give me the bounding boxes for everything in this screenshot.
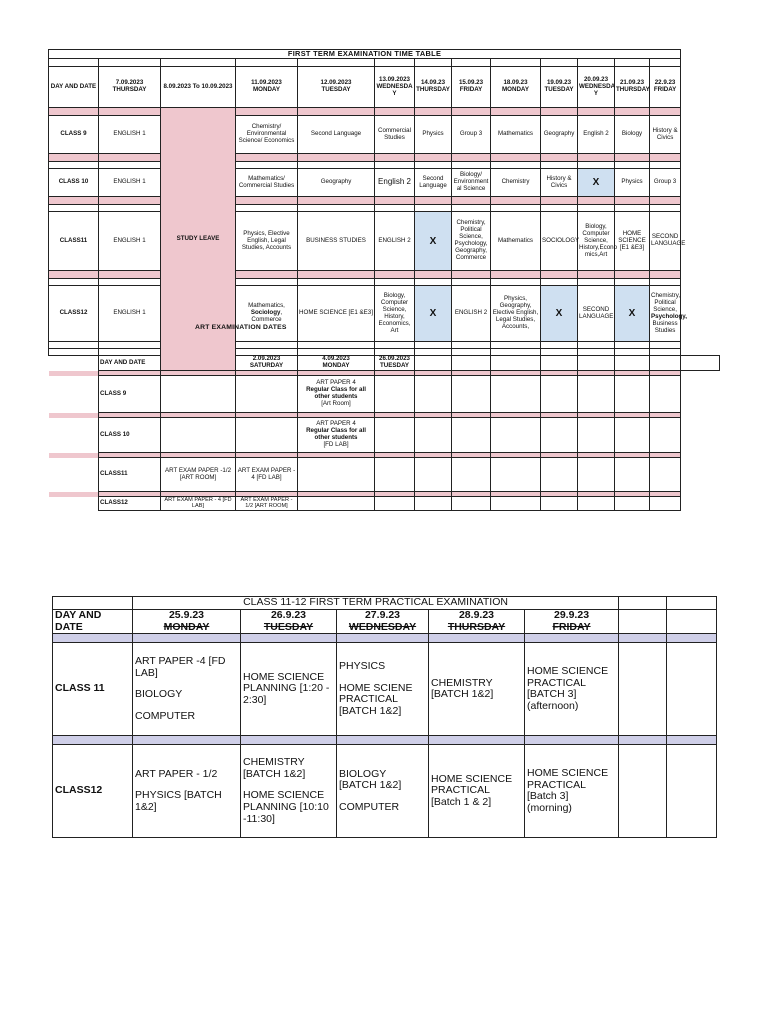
exam-cell: ENGLISH 1 — [99, 286, 161, 342]
exam-cell: ENGLISH 1 — [99, 169, 161, 197]
art-date-header: 2.09.2023 SATURDAY — [236, 356, 298, 371]
practical-class-12-row — [53, 745, 717, 838]
art-date-header: 4.09.2023 MONDAY — [298, 356, 375, 371]
exam-cell: Physics — [615, 169, 650, 197]
exam-cell: Mathematics/ Commercial Studies — [236, 169, 298, 197]
exam-cell: Physics — [415, 116, 452, 154]
practical-day-and-date-header: DAY AND DATE — [53, 609, 133, 634]
class-9-row — [49, 116, 720, 154]
date-header: 14.09.23 THURSDAY — [415, 67, 452, 108]
exam-cell: Biology, Computer Science, History,Econo mics,Art — [578, 212, 615, 271]
exam-cell: ENGLISH 1 — [99, 116, 161, 154]
exam-cell: Biology — [615, 116, 650, 154]
practical-cell: PHYSICS HOME SCIENE PRACTICAL [BATCH 1&2] — [337, 643, 429, 736]
art-exam-cell: ART PAPER 4 Regular Class for all other students [Art Room] — [298, 376, 375, 413]
exam-cell: HOME SCIENCE [E1 &E3] — [298, 286, 375, 342]
art-date-header: 26.09.2023 TUESDAY — [375, 356, 415, 371]
class-label: CLASS 11 — [53, 643, 133, 736]
exam-timetable — [48, 49, 720, 511]
art-class-11-row — [49, 458, 720, 492]
date-header: 15.09.23 FRIDAY — [452, 67, 491, 108]
no-exam-mark: X — [415, 212, 452, 271]
date-header: 18.09.23 MONDAY — [491, 67, 541, 108]
practical-title: CLASS 11-12 FIRST TERM PRACTICAL EXAMINATION — [133, 597, 619, 610]
practical-header-row — [53, 609, 717, 634]
exam-cell: Physics, Elective English, Legal Studies, Accounts — [236, 212, 298, 271]
practical-exam-table — [52, 596, 717, 838]
class-label: CLASS 10 — [99, 418, 161, 453]
timetable-title: FIRST TERM EXAMINATION TIME TABLE — [49, 50, 681, 59]
class-label: CLASS 9 — [99, 376, 161, 413]
date-header: 21.09.23 THURSDAY — [615, 67, 650, 108]
exam-cell: Second Language — [298, 116, 375, 154]
practical-class-11-row — [53, 643, 717, 736]
practical-cell: CHEMISTRY [BATCH 1&2] — [429, 643, 525, 736]
exam-cell: Biology/ Environment al Science — [452, 169, 491, 197]
practical-cell: HOME SCIENCE PLANNING [1:20 - 2:30] — [241, 643, 337, 736]
practical-cell: HOME SCIENCE PRACTICAL [Batch 1 & 2] — [429, 745, 525, 838]
class-label: CLASS11 — [99, 458, 161, 492]
date-header: 11.09.2023 MONDAY — [236, 67, 298, 108]
art-exam-cell: ART EXAM PAPER -1/2 [ART ROOM] — [161, 458, 236, 492]
exam-cell: Mathematics — [491, 116, 541, 154]
exam-cell: ENGLISH 2 — [452, 286, 491, 342]
exam-cell: Commercial Studies — [375, 116, 415, 154]
date-header: 22.9.23 FRIDAY — [650, 67, 681, 108]
art-day-and-date-header: DAY AND DATE — [99, 356, 161, 371]
exam-cell: HOME SCIENCE [E1 &E3] — [615, 212, 650, 271]
practical-cell: HOME SCIENCE PRACTICAL [Batch 3] (morning) — [525, 745, 619, 838]
exam-cell: Geography — [298, 169, 375, 197]
practical-cell: BIOLOGY [BATCH 1&2] COMPUTER — [337, 745, 429, 838]
study-leave-cell: STUDY LEAVE — [161, 108, 236, 371]
art-exam-cell: ART PAPER 4 Regular Class for all other students [FD LAB] — [298, 418, 375, 453]
art-class-10-row — [49, 418, 720, 453]
practical-date-header: 27.9.23 WEDNESDAY — [337, 609, 429, 634]
exam-cell: Mathematics, Sociology, Commerce — [236, 286, 298, 342]
class-10-row — [49, 169, 720, 197]
class-label: CLASS12 — [49, 286, 99, 342]
exam-cell: History & Civics — [541, 169, 578, 197]
class-label: CLASS12 — [53, 745, 133, 838]
exam-cell: Physics, Geography, Elective English, Legal Studies, Accounts, — [491, 286, 541, 342]
art-exam-cell: ART EXAM PAPER - 4 [FD LAB] — [236, 458, 298, 492]
practical-cell: HOME SCIENCE PRACTICAL [BATCH 3] (afternoon) — [525, 643, 619, 736]
exam-cell: Second Language — [415, 169, 452, 197]
art-exam-cell: ART EXAM PAPER - 1/2 [ART ROOM] — [236, 497, 298, 511]
no-exam-mark: X — [541, 286, 578, 342]
day-and-date-header: DAY AND DATE — [49, 67, 99, 108]
exam-cell: ENGLISH 1 — [99, 212, 161, 271]
exam-cell: Group 3 — [452, 116, 491, 154]
practical-date-header: 25.9.23 MONDAY — [133, 609, 241, 634]
practical-cell: CHEMISTRY [BATCH 1&2] HOME SCIENCE PLANNING [10:10 -11:30] — [241, 745, 337, 838]
date-header: 19.09.23 TUESDAY — [541, 67, 578, 108]
date-header: 20.09.23 WEDNESDA Y — [578, 67, 615, 108]
exam-cell: Chemistry, Political Science, Psychology, Business Studies — [650, 286, 681, 342]
exam-cell: English 2 — [375, 169, 415, 197]
exam-cell: Mathematics — [491, 212, 541, 271]
exam-cell: Chemistry, Political Science, Psychology, Geography, Commerce — [452, 212, 491, 271]
class-label: CLASS 9 — [49, 116, 99, 154]
exam-cell: Biology, Computer Science, History, Economics, Art — [375, 286, 415, 342]
no-exam-mark: X — [578, 169, 615, 197]
no-exam-mark: X — [615, 286, 650, 342]
exam-cell: Chemistry/ Environmental Science/ Economics — [236, 116, 298, 154]
header-row — [49, 67, 720, 108]
practical-cell: ART PAPER -4 [FD LAB] BIOLOGY COMPUTER — [133, 643, 241, 736]
exam-cell: English 2 — [578, 116, 615, 154]
exam-cell: History & Civics — [650, 116, 681, 154]
exam-cell: SECOND LANGUAGE — [578, 286, 615, 342]
exam-cell: SOCIOLOGY — [541, 212, 578, 271]
class-12-row — [49, 286, 720, 342]
art-class-12-row — [49, 497, 720, 511]
exam-cell: Chemistry — [491, 169, 541, 197]
practical-date-header: 26.9.23 TUESDAY — [241, 609, 337, 634]
exam-cell: ENGLISH 2 — [375, 212, 415, 271]
class-label: CLASS 10 — [49, 169, 99, 197]
class-label: CLASS12 — [99, 497, 161, 511]
date-header: 8.09.2023 To 10.09.2023 — [161, 67, 236, 108]
date-header: 12.09.2023 TUESDAY — [298, 67, 375, 108]
art-header-row — [49, 356, 720, 371]
practical-date-header: 29.9.23 FRIDAY — [525, 609, 619, 634]
practical-cell: ART PAPER - 1/2 PHYSICS [BATCH 1&2] — [133, 745, 241, 838]
practical-date-header: 28.9.23 THURSDAY — [429, 609, 525, 634]
class-label: CLASS11 — [49, 212, 99, 271]
art-class-9-row — [49, 376, 720, 413]
art-exam-title: ART EXAMINATION DATES — [195, 324, 287, 331]
date-header: 7.09.2023 THURSDAY — [99, 67, 161, 108]
exam-cell: SECOND LANGUAGE — [650, 212, 681, 271]
exam-cell: Geography — [541, 116, 578, 154]
class-11-row — [49, 212, 720, 271]
exam-cell: BUSINESS STUDIES — [298, 212, 375, 271]
no-exam-mark: X — [415, 286, 452, 342]
art-exam-cell: ART EXAM PAPER - 4 [FD LAB] — [161, 497, 236, 511]
exam-cell: Group 3 — [650, 169, 681, 197]
date-header: 13.09.2023 WEDNESDA Y — [375, 67, 415, 108]
